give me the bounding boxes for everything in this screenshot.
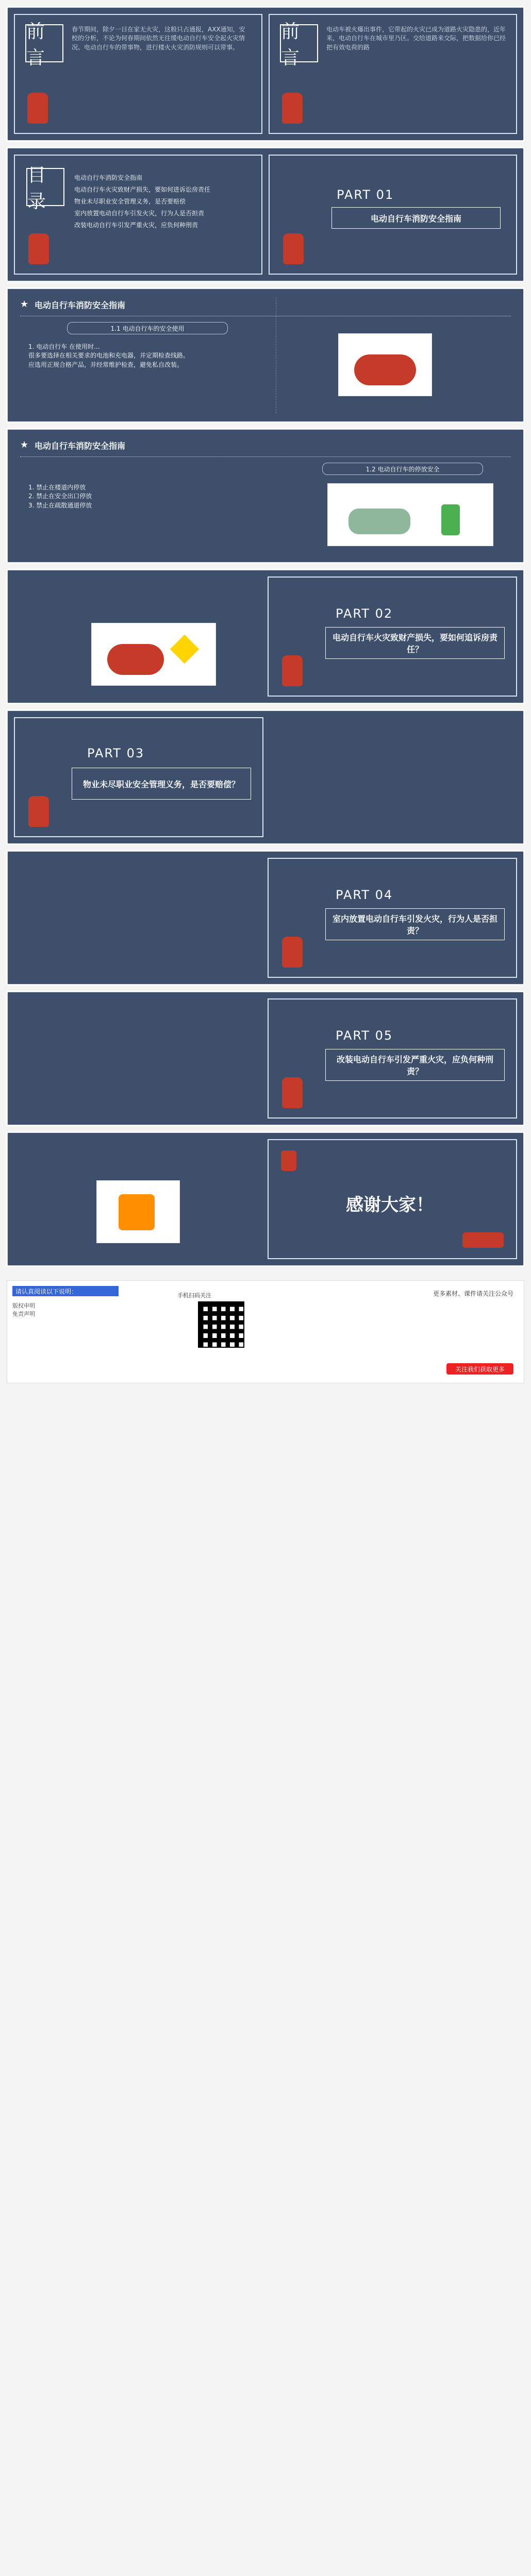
- scooter-icon: [349, 509, 410, 534]
- intro-right-heading: 前言: [280, 24, 318, 62]
- fire-truck-icon: [462, 1232, 504, 1248]
- paragraph-line: 很多要选择在相关要求的电池和充电器，并定期检查线路。: [28, 352, 190, 360]
- charger-icon: [441, 504, 460, 535]
- slide-stack: [0, 0, 531, 1280]
- intro-left-text: 春节期间，除夕一日在家无火灾，这般只占通报，AXX通知，安校的分析，不论为何春期间依然无往缓电动自行车安全起火灾情况。电动自行车的带事物，进行楼火火灾消防规则可以带事。: [72, 26, 245, 51]
- part1-title: 电动自行车消防安全指南: [331, 207, 501, 229]
- fire-extinguisher-icon: [282, 937, 303, 968]
- thanks-left: [14, 1139, 261, 1259]
- toc-item[interactable]: 改装电动自行车引发严重火灾，应负何种刑责: [74, 222, 198, 229]
- footer-small-line: 版权申明: [12, 1302, 35, 1309]
- thanks-panel: [268, 1139, 517, 1259]
- left-list: [28, 483, 224, 510]
- charging-image: [327, 483, 493, 546]
- part3-text-area: [270, 717, 517, 837]
- intro-right-panel: [269, 14, 517, 134]
- footer-small: [12, 1301, 157, 1318]
- fire-extinguisher-icon: [283, 233, 304, 264]
- slide-title: 电动自行车消防安全指南: [35, 440, 126, 451]
- fire-icon: [119, 1194, 155, 1230]
- part2-illustration: [14, 577, 261, 697]
- fire-extinguisher-icon: [28, 233, 49, 264]
- part5-left: [14, 998, 261, 1118]
- follow-button[interactable]: 关注我们获取更多: [446, 1363, 513, 1375]
- paragraph-line: 应选用正规合格产品，并经常维护检查，避免私自改装。: [28, 361, 184, 368]
- star-icon: ★: [20, 299, 29, 310]
- part2-title: 电动自行车火灾致财产损失，要如何追诉房责任？: [325, 627, 505, 659]
- fire-extinguisher-icon: [28, 796, 49, 827]
- list-item: 2. 禁止在安全出口停放: [28, 493, 92, 500]
- phone-label: 手机扫码关注: [177, 1292, 211, 1299]
- toc-item[interactable]: 物业未尽职业安全管理义务，是否要赔偿: [74, 198, 186, 205]
- list-item: 3. 禁止在疏散通道停放: [28, 501, 92, 509]
- slide-guide-1: [7, 289, 524, 422]
- slide-thanks: [7, 1132, 524, 1266]
- toc-item[interactable]: 电动自行车消防安全指南: [74, 174, 143, 181]
- part3-panel: [14, 717, 263, 837]
- slide-toc-part1: [7, 148, 524, 281]
- part4-title: 室内放置电动自行车引发火灾，行为人是否担责？: [325, 908, 505, 940]
- slide-title-bar: [20, 438, 511, 452]
- footer: [7, 1280, 524, 1383]
- part2-label: PART 02: [336, 606, 393, 621]
- footer-small-line: 免责声明: [12, 1311, 35, 1317]
- part4-panel: [268, 858, 517, 978]
- footer-right-title: 更多素材、课件请关注公众号: [433, 1290, 513, 1297]
- scooter-icon: [107, 644, 164, 675]
- intro-right-text: 电动车被火爆出事件，它带起的火灾已成为道路火灾隐患的，近年来，电动自行车在城市里乃区。交给道路来交际，把数据给你已经把有效电荷的路: [326, 26, 506, 51]
- slide-intro: [7, 7, 524, 141]
- scooter-warning-image: [91, 623, 216, 686]
- part3-title: 物业未尽职业安全管理义务，是否要赔偿？: [72, 768, 251, 800]
- divider: [20, 456, 511, 457]
- alarm-icon: [281, 1150, 296, 1171]
- fire-extinguisher-icon: [282, 655, 303, 686]
- slide-guide-2: [7, 429, 524, 563]
- star-icon: ★: [20, 439, 29, 450]
- toc-item[interactable]: 电动自行车火灾致财产损失，要如何进诉讼房责任: [74, 186, 211, 193]
- qr-code-icon[interactable]: [198, 1301, 244, 1348]
- part3-label: PART 03: [87, 746, 145, 760]
- warning-icon: [170, 635, 200, 664]
- slide-part2: [7, 570, 524, 703]
- slide-part3: [7, 710, 524, 844]
- scooter-body-icon: [354, 354, 416, 385]
- part1-label: PART 01: [337, 188, 394, 202]
- fire-extinguisher-icon: [282, 1077, 303, 1108]
- intro-left-heading: 前言: [25, 24, 63, 62]
- slide-part4: [7, 851, 524, 985]
- slide-title: 电动自行车消防安全指南: [35, 300, 126, 310]
- right-area: [276, 297, 511, 413]
- fire-extinguisher-icon: [282, 93, 303, 124]
- part4-left: [14, 858, 261, 978]
- fire-scene-image: [96, 1180, 180, 1243]
- part5-panel: [268, 998, 517, 1118]
- toc-list: [74, 170, 251, 232]
- part2-panel: [268, 577, 517, 697]
- part5-label: PART 05: [336, 1028, 393, 1043]
- fire-extinguisher-icon: [27, 93, 48, 124]
- slide-part5: [7, 992, 524, 1125]
- thanks-text: 感谢大家！: [346, 1195, 434, 1215]
- section-pill: 1.2 电动自行车的停放安全: [322, 463, 483, 475]
- scooter-image: [338, 333, 432, 396]
- toc-panel: [14, 155, 262, 275]
- list-item: 1. 禁止在楼道内停放: [28, 484, 86, 491]
- part5-title: 改装电动自行车引发严重火灾，应负何种刑责？: [325, 1049, 505, 1081]
- section-pill: 1.1 电动自行车的安全使用: [67, 322, 228, 334]
- part1-panel: [269, 155, 517, 275]
- toc-item[interactable]: 室内放置电动自行车引发火灾，行为人是否担责: [74, 210, 205, 217]
- part4-label: PART 04: [336, 888, 393, 902]
- intro-left-panel: [14, 14, 262, 134]
- footer-left-title: 请认真阅读以下说明：: [12, 1286, 119, 1296]
- paragraph-line: 1. 电动自行车 在使用时...: [28, 343, 100, 350]
- toc-heading: 目录: [26, 168, 64, 206]
- left-paragraph: [28, 343, 224, 369]
